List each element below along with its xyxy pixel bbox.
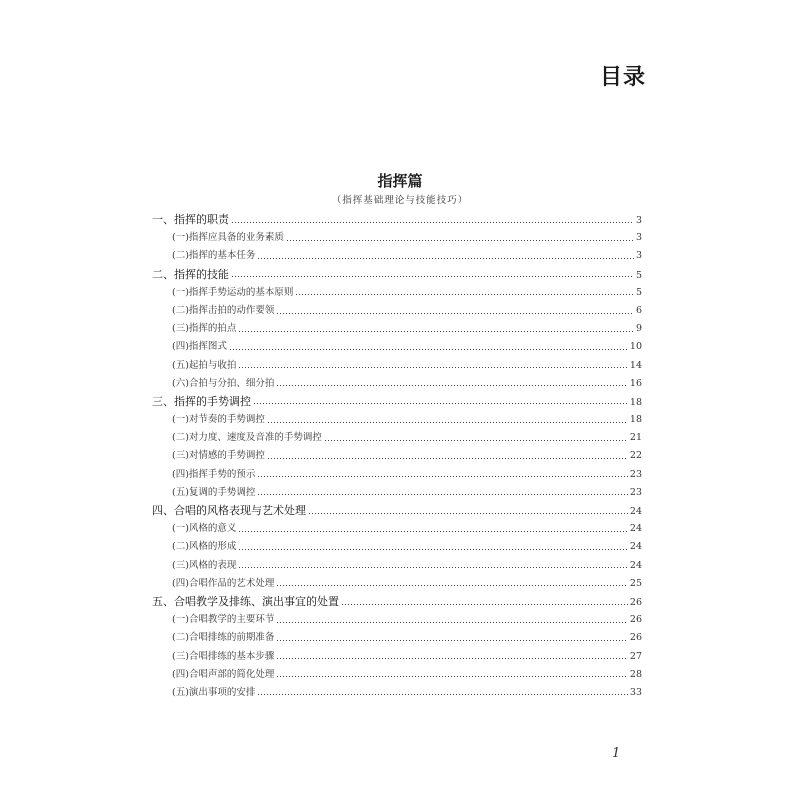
toc-item-row[interactable] [152,284,642,302]
toc-entry-label: (四)合唱作品的艺术处理 [172,577,275,589]
dot-leader [295,294,634,295]
toc-entry-page-number: 18 [629,414,642,426]
toc-entry-label: (四)指挥手势的预示 [172,468,256,480]
toc-entry-label: (五)复调的手势调控 [172,486,256,498]
toc-entry-label: (一)指挥手势运动的基本原则 [172,286,294,298]
toc-item-row[interactable] [152,629,642,647]
dot-leader [229,349,628,350]
toc-entry-page-number: 16 [629,377,642,389]
toc-item-row[interactable] [152,429,642,447]
toc-entry-label: 二、指挥的技能 [152,267,229,281]
toc-item-row[interactable] [152,648,642,666]
dot-leader [341,604,628,605]
toc-entry-label: 三、指挥的手势调控 [152,394,251,408]
dot-leader [267,422,628,423]
toc-item-row[interactable] [152,611,642,629]
dot-leader [238,567,627,568]
toc-chapter-row[interactable] [152,593,642,611]
dot-leader [238,549,627,550]
toc-entry-label: 四、合唱的风格表现与艺术处理 [152,504,306,517]
toc-entry-label: (二)指挥的基本任务 [172,250,256,262]
toc-entry-label: (二)对力度、速度及音准的手势调控 [172,432,322,444]
dot-leader [324,440,628,441]
toc-item-row[interactable] [152,466,642,484]
dot-leader [276,622,627,623]
toc-entry-label: (三)风格的表现 [172,559,237,571]
toc-entry-page-number: 26 [629,614,642,626]
toc-item-row[interactable] [152,375,642,393]
toc-item-row[interactable] [152,538,642,556]
toc-entry-label: (二)合唱排练的前期准备 [172,632,275,644]
dot-leader [286,240,634,241]
table-of-contents [152,211,642,702]
toc-chapter-row[interactable] [152,393,642,411]
toc-entry-page-number: 9 [635,323,642,335]
toc-entry-label: (一)风格的意义 [172,523,237,535]
toc-entry-page-number: 5 [635,286,642,298]
toc-entry-label: (五)演出事项的安排 [172,686,256,698]
page-number-folio: 1 [612,746,621,761]
toc-chapter-row[interactable] [152,502,642,520]
toc-item-row[interactable] [152,666,642,684]
toc-item-row[interactable] [152,447,642,465]
toc-entry-label: (三)指挥的拍点 [172,323,237,335]
dot-leader [238,331,634,332]
dot-leader [276,658,627,659]
section-subtitle: （指挥基础理论与技能技巧） [331,195,469,206]
dot-leader [238,531,627,532]
dot-leader [238,367,627,368]
toc-entry-page-number: 27 [629,650,642,662]
toc-entry-label: (五)起拍与收拍 [172,359,237,371]
toc-entry-page-number: 28 [629,668,642,680]
toc-entry-label: (一)合唱教学的主要环节 [172,614,275,626]
dot-leader [276,676,627,677]
dot-leader [231,222,634,223]
page-title: 目录 [600,65,647,90]
toc-item-row[interactable] [152,557,642,575]
toc-entry-page-number: 24 [629,541,642,553]
toc-item-row[interactable] [152,484,642,502]
toc-item-row[interactable] [152,229,642,247]
dot-leader [257,258,634,259]
dot-leader [257,476,627,477]
toc-chapter-row[interactable] [152,211,642,229]
toc-entry-label: 五、合唱教学及排练、演出事宜的处置 [152,594,339,608]
toc-entry-page-number: 26 [629,596,642,608]
toc-entry-label: (六)合拍与分拍、细分拍 [172,377,275,389]
toc-entry-label: (四)指挥图式 [172,341,227,353]
toc-entry-label: (一)对节奏的手势调控 [172,414,265,426]
toc-item-row[interactable] [152,520,642,538]
dot-leader [276,385,627,386]
dot-leader [276,585,627,586]
dot-leader [257,694,627,695]
toc-entry-label: (二)指挥击拍的动作要领 [172,304,275,316]
toc-entry-page-number: 24 [629,559,642,571]
toc-entry-page-number: 5 [635,269,642,281]
toc-entry-page-number: 21 [629,432,642,444]
toc-entry-page-number: 25 [629,577,642,589]
section-title: 指挥篇 [377,172,423,190]
dot-leader [253,403,628,404]
toc-chapter-row[interactable] [152,266,642,284]
toc-entry-page-number: 26 [629,632,642,644]
dot-leader [276,640,627,641]
toc-entry-label: (四)合唱声部的简化处理 [172,668,275,680]
toc-item-row[interactable] [152,411,642,429]
dot-leader [276,313,634,314]
toc-item-row[interactable] [152,575,642,593]
toc-entry-page-number: 23 [629,486,642,498]
toc-entry-page-number: 18 [629,396,642,408]
toc-entry-page-number: 6 [635,304,642,316]
toc-entry-page-number: 3 [635,215,642,226]
toc-entry-page-number: 10 [629,341,642,353]
toc-entry-label: (二)风格的形成 [172,541,237,553]
toc-item-row[interactable] [152,338,642,356]
toc-entry-label: 一、指挥的职责 [152,213,229,226]
toc-entry-page-number: 3 [635,232,642,244]
toc-entry-label: (一)指挥应具备的业务素质 [172,232,284,244]
toc-item-row[interactable] [152,684,642,702]
toc-entry-page-number: 23 [629,468,642,480]
dot-leader [267,458,628,459]
dot-leader [308,513,628,514]
dot-leader [257,494,627,495]
dot-leader [231,276,634,277]
toc-item-row[interactable] [152,247,642,265]
toc-entry-page-number: 24 [629,523,642,535]
toc-entry-page-number: 3 [635,250,642,262]
toc-entry-page-number: 33 [629,686,642,698]
toc-item-row[interactable] [152,302,642,320]
toc-item-row[interactable] [152,320,642,338]
toc-entry-page-number: 14 [629,359,642,371]
toc-entry-page-number: 22 [629,450,642,462]
toc-entry-label: (三)合唱排练的基本步骤 [172,650,275,662]
toc-item-row[interactable] [152,357,642,375]
toc-entry-label: (三)对情感的手势调控 [172,450,265,462]
toc-entry-page-number: 24 [629,506,642,517]
